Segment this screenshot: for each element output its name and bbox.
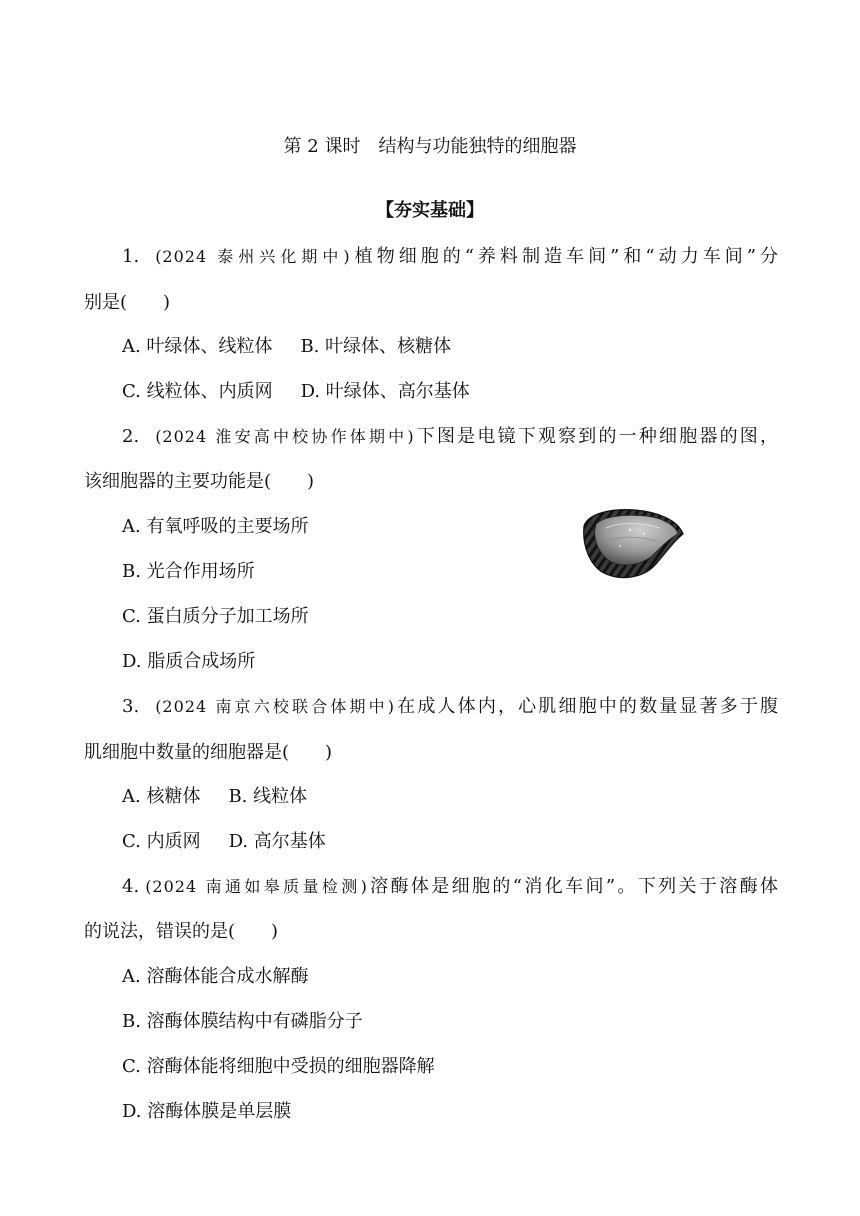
question-1-options-row-2 — [122, 379, 470, 405]
question-2-source: (2024 淮安高中校协作体期中) — [155, 427, 415, 446]
question-2-stem — [84, 424, 778, 450]
question-3-number: 3. — [122, 696, 140, 717]
question-3-source: (2024 南京六校联合体期中) — [155, 697, 396, 716]
question-1-number: 1. — [122, 246, 140, 267]
option-b[interactable]: B. 溶酶体膜结构中有磷脂分子 — [122, 1011, 363, 1032]
question-1-source: (2024 泰州兴化期中) — [155, 247, 351, 266]
question-2-stem-cont: 该细胞器的主要功能是( ) — [84, 471, 315, 492]
section-heading: 【夯实基础】 — [376, 200, 484, 221]
option-a[interactable]: A. 核糖体 — [122, 786, 201, 807]
option-c[interactable]: C. 内质网 — [122, 831, 201, 852]
option-c[interactable]: C. 蛋白质分子加工场所 — [122, 606, 309, 627]
question-4-text: 溶酶体是细胞的“消化车间”。下列关于溶酶体 — [367, 876, 778, 897]
option-d[interactable]: D. 脂质合成场所 — [122, 651, 256, 672]
option-d[interactable]: D. 高尔基体 — [228, 831, 326, 852]
question-3-options-row-2 — [122, 829, 326, 855]
option-d[interactable]: D. 溶酶体膜是单层膜 — [122, 1101, 292, 1122]
page-title: 第 2 课时 结构与功能独特的细胞器 — [283, 136, 577, 157]
question-1-text: 植物细胞的“养料制造车间”和“动力车间”分 — [350, 246, 778, 267]
question-4-number: 4. — [122, 876, 140, 897]
question-4-stem-cont: 的说法，错误的是( ) — [84, 921, 279, 942]
question-3-stem — [84, 694, 778, 720]
option-d[interactable]: D. 叶绿体、高尔基体 — [300, 381, 470, 402]
question-2-number: 2. — [122, 426, 140, 447]
option-b[interactable]: B. 叶绿体、核糖体 — [300, 336, 452, 357]
question-3-options-row-1 — [122, 784, 307, 810]
option-b[interactable]: B. 光合作用场所 — [122, 561, 255, 582]
option-c[interactable]: C. 线粒体、内质网 — [122, 381, 273, 402]
question-3-stem-cont: 肌细胞中数量的细胞器是( ) — [84, 742, 333, 763]
question-1-stem — [84, 244, 778, 270]
question-3-text: 在成人体内，心肌细胞中的数量显著多于腹 — [395, 696, 779, 717]
option-a[interactable]: A. 有氧呼吸的主要场所 — [122, 516, 309, 537]
organelle-micrograph-image — [580, 506, 686, 582]
question-2-text: 下图是电镜下观察到的一种细胞器的图， — [414, 426, 778, 447]
option-c[interactable]: C. 溶酶体能将细胞中受损的细胞器降解 — [122, 1056, 435, 1077]
question-4-source: (2024 南通如皋质量检测) — [145, 877, 368, 896]
question-4-stem — [84, 874, 778, 900]
option-a[interactable]: A. 叶绿体、线粒体 — [122, 336, 273, 357]
question-1-options-row-1 — [122, 334, 451, 360]
option-a[interactable]: A. 溶酶体能合成水解酶 — [122, 966, 309, 987]
question-1-stem-cont: 别是( ) — [84, 292, 171, 313]
option-b[interactable]: B. 线粒体 — [228, 786, 308, 807]
